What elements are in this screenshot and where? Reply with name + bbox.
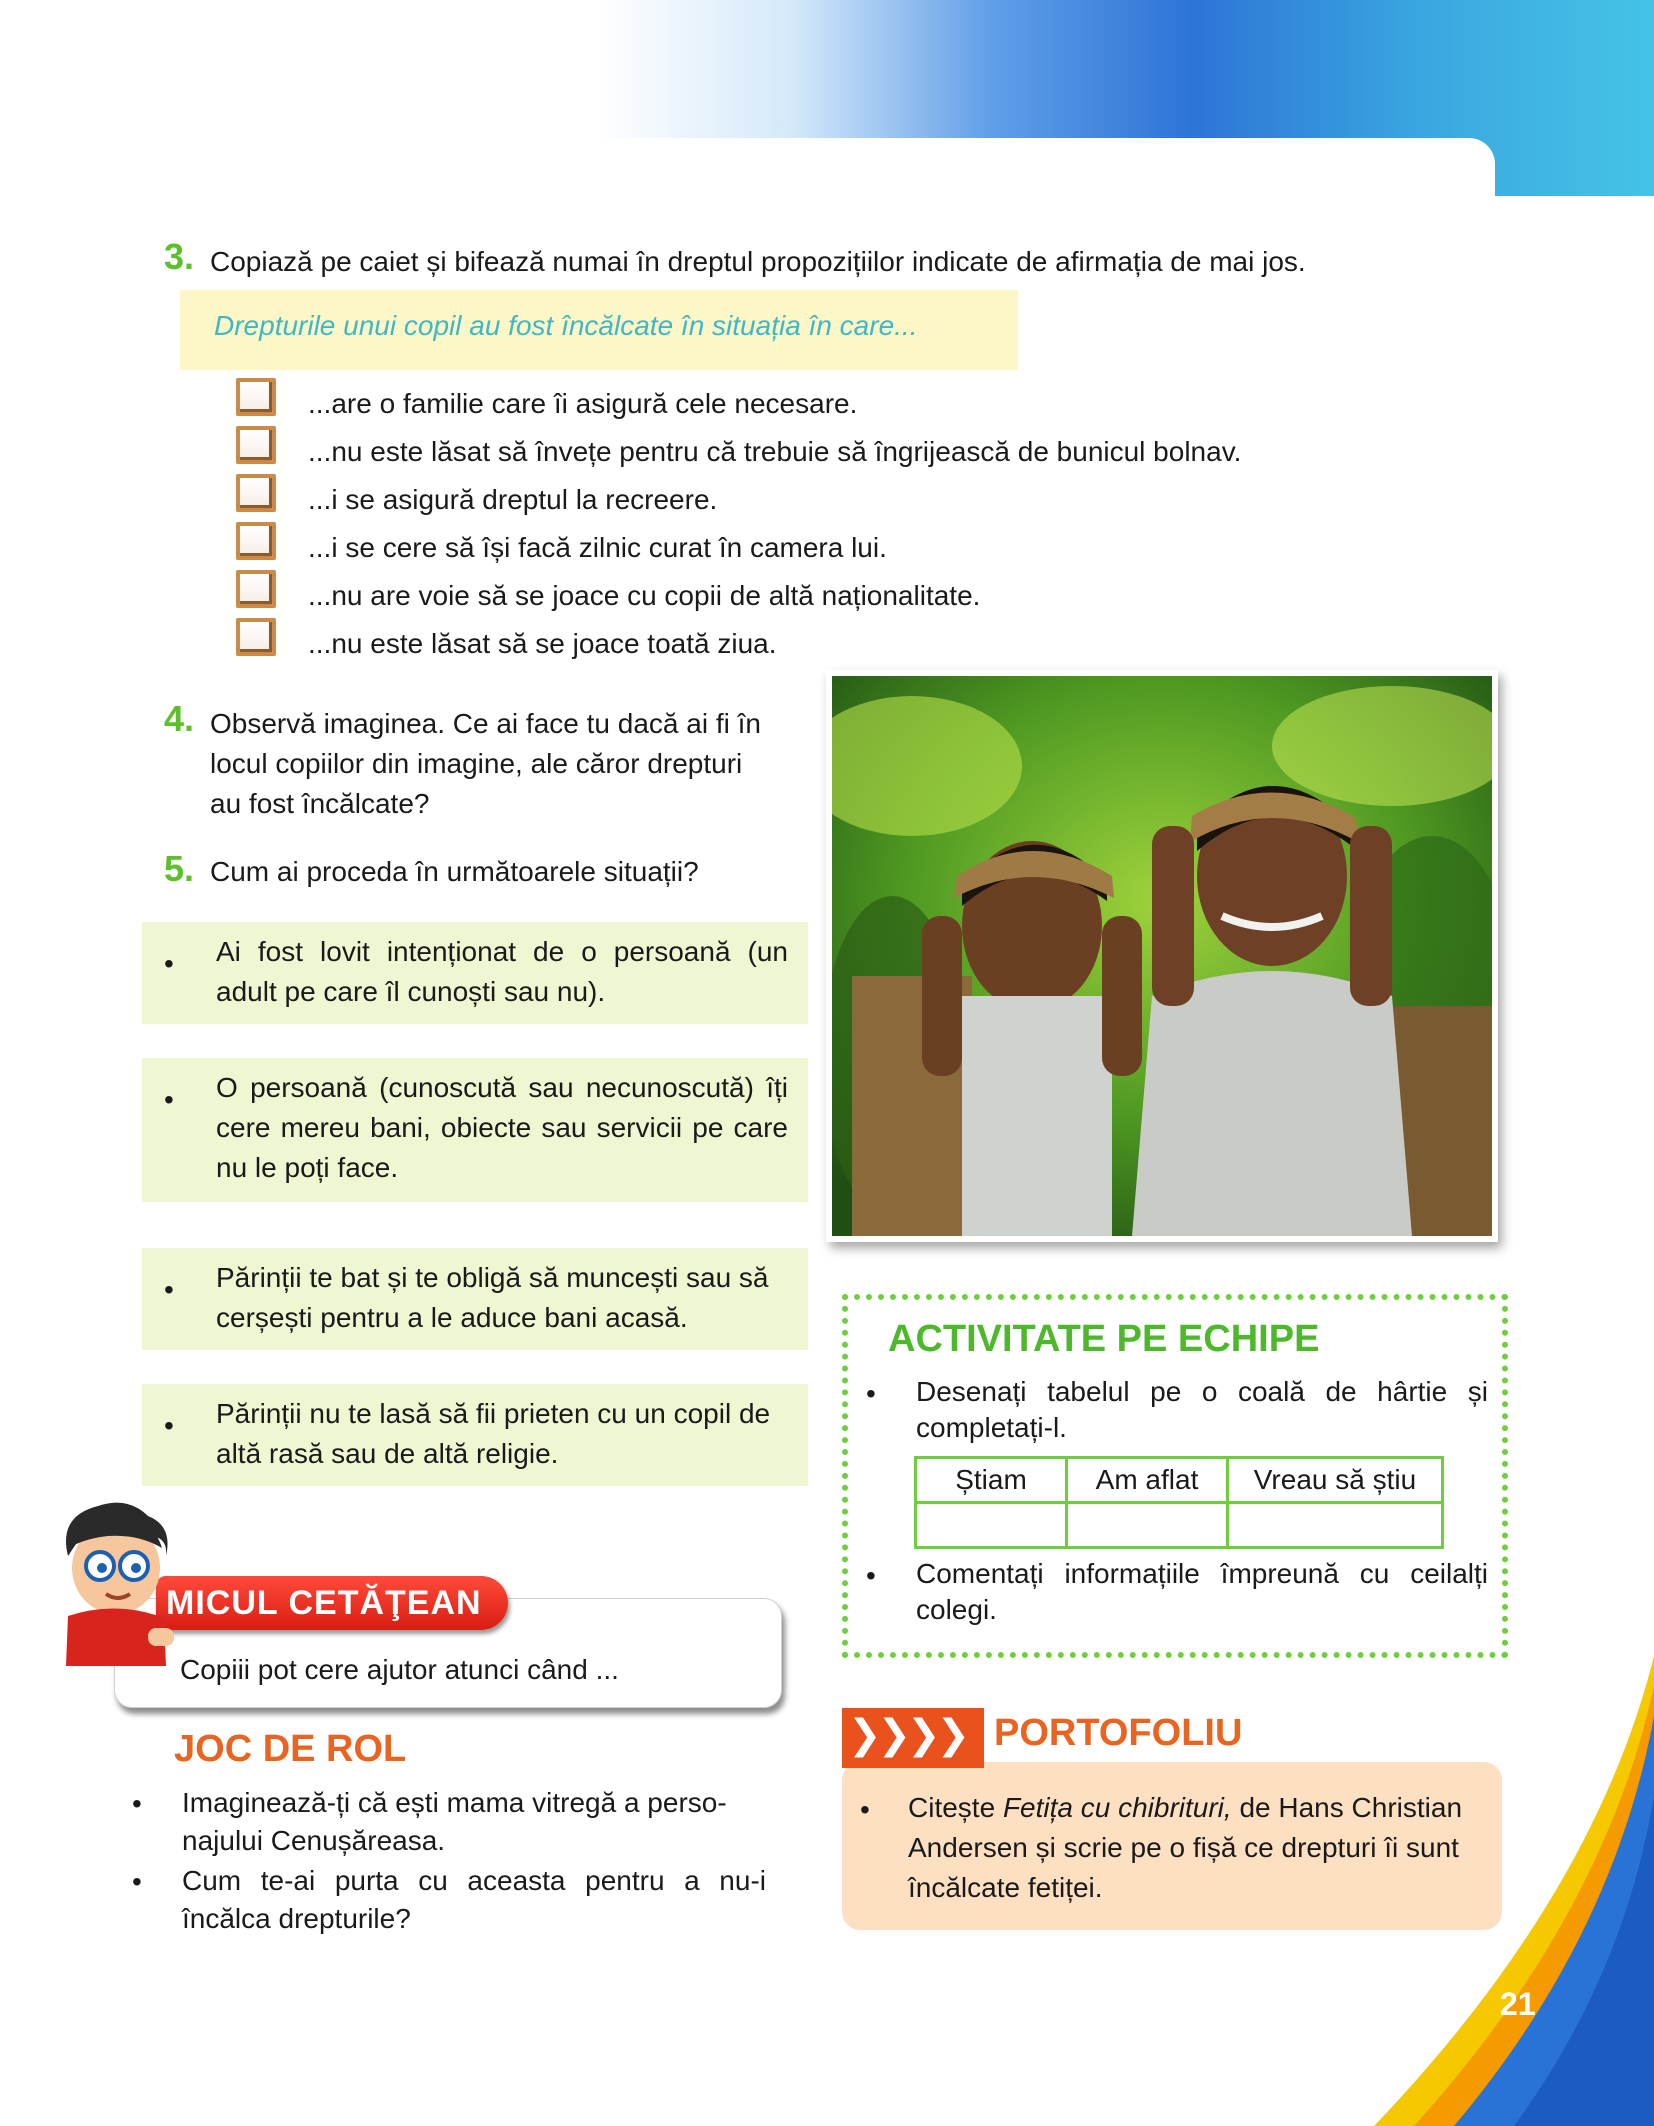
- kwl-header-row: [916, 1458, 1443, 1503]
- option-5-text: ...nu are voie să se joace cu copii de altă naționalitate.: [308, 580, 981, 611]
- situation-text-2: O persoană (cunoscută sau necunoscută) îți cere mereu bani, obiecte sau servicii pe care nu le poți face.: [216, 1072, 788, 1183]
- checkbox-5[interactable]: [236, 570, 276, 608]
- bullet: •: [164, 1274, 174, 1305]
- question-4-line-3: au fost încălcate?: [210, 788, 430, 819]
- bullet: •: [164, 948, 174, 979]
- kwl-header-stiam: Știam: [916, 1458, 1067, 1503]
- joc-item-2-line-2: încălca drepturile?: [182, 1903, 411, 1934]
- joc-item-1-line-2: najului Cenușăreasa.: [182, 1825, 446, 1856]
- portofoliu-line-3: încălcate fetiței.: [908, 1872, 1103, 1903]
- question-4-number: 4.: [164, 698, 195, 739]
- joc-item-2: [182, 1862, 766, 1938]
- portofoliu-text-pre: Citește: [908, 1792, 1003, 1823]
- option-3-text: ...i se asigură dreptul la recreere.: [308, 484, 718, 515]
- kwl-cell: [1067, 1503, 1228, 1548]
- option-1-text: ...are o familie care îi asigură cele necesare.: [308, 388, 858, 419]
- situation-text-3: Părinții te bat și te obligă să muncești sau să cerșești pentru a le aduce bani acasă.: [216, 1262, 769, 1333]
- checkbox-2[interactable]: [236, 426, 276, 464]
- bullet: •: [866, 1560, 876, 1591]
- question-3-number: 3.: [164, 236, 195, 277]
- option-4-text: ...i se cere să își facă zilnic curat în camera lui.: [308, 532, 887, 563]
- bullet: •: [132, 1788, 142, 1819]
- question-5-number: 5.: [164, 848, 195, 889]
- hint-text: Drepturile unui copil au fost încălcate în situația în care...: [214, 310, 918, 341]
- option-6-text: ...nu este lăsat să se joace toată ziua.: [308, 628, 777, 659]
- joc-item-1: [182, 1784, 766, 1860]
- bullet: •: [132, 1866, 142, 1897]
- kwl-table: [914, 1456, 1444, 1549]
- situation-box-4: [142, 1384, 808, 1486]
- checkbox-4[interactable]: [236, 522, 276, 560]
- team-item-2: Comentați informațiile împreună cu ceilalți colegi.: [916, 1558, 1488, 1625]
- situation-box-1: [142, 922, 808, 1024]
- kwl-cell: [1228, 1503, 1443, 1548]
- micul-cetatean-text: Copiii pot cere ajutor atunci când ...: [180, 1654, 619, 1685]
- situation-text-1: Ai fost lovit intenționat de o persoană (un adult pe care îl cunoști sau nu).: [216, 936, 788, 1007]
- team-activity-title: ACTIVITATE PE ECHIPE: [888, 1318, 1320, 1360]
- situation-box-3: [142, 1248, 808, 1350]
- team-item-1: Desenați tabelul pe o coală de hârtie și completați-l.: [916, 1376, 1488, 1443]
- double-chevron-icon: ❯❯❯❯: [848, 1713, 967, 1757]
- question-5-text: Cum ai proceda în următoarele situații?: [210, 856, 699, 887]
- header-banner-cutout: [0, 138, 1495, 208]
- kwl-empty-row: [916, 1503, 1443, 1548]
- book-title: Fetița cu chibrituri,: [1002, 1792, 1232, 1823]
- checkbox-6[interactable]: [236, 618, 276, 656]
- question-4-line-2: locul copiilor din imagine, ale căror drepturi: [210, 748, 743, 779]
- question-4-text: [210, 704, 761, 824]
- situation-box-2: [142, 1058, 808, 1202]
- joc-de-rol-title: JOC DE ROL: [174, 1728, 407, 1770]
- kwl-header-am-aflat: Am aflat: [1067, 1458, 1228, 1503]
- bullet: •: [164, 1410, 174, 1441]
- joc-item-2-line-1: Cum te-ai purta cu aceasta pentru a nu-i: [182, 1865, 766, 1896]
- bullet: •: [164, 1084, 174, 1115]
- joc-item-1-line-1: Imaginează-ți că ești mama vitregă a perso-: [182, 1787, 727, 1818]
- page-number: 21: [1500, 1986, 1536, 2022]
- portofoliu-line-2: Andersen și scrie pe o fișă ce drepturi îi sunt: [908, 1832, 1459, 1863]
- checkbox-1[interactable]: [236, 378, 276, 416]
- corner-decoration: [1374, 1656, 1654, 2126]
- bullet: •: [860, 1794, 870, 1825]
- micul-cetatean-title: MICUL CETĂŢEAN: [166, 1584, 482, 1622]
- photo-frame: [826, 670, 1498, 1242]
- question-4-line-1: Observă imaginea. Ce ai face tu dacă ai fi în: [210, 708, 761, 739]
- portofoliu-title: PORTOFOLIU: [994, 1712, 1243, 1754]
- portofoliu-text-post: de Hans Christian: [1231, 1792, 1463, 1823]
- question-3-text: Copiază pe caiet și bifează numai în dreptul propozițiilor indicate de afirmația de mai jos.: [210, 246, 1306, 277]
- checkbox-3[interactable]: [236, 474, 276, 512]
- bullet: •: [866, 1378, 876, 1409]
- children-photo: [832, 676, 1492, 1236]
- boy-mascot-icon: [48, 1496, 178, 1666]
- option-2-text: ...nu este lăsat să învețe pentru că trebuie să îngrijească de bunicul bolnav.: [308, 436, 1242, 467]
- kwl-cell: [916, 1503, 1067, 1548]
- situation-text-4: Părinții nu te lasă să fii prieten cu un copil de altă rasă sau de altă religie.: [216, 1398, 771, 1469]
- kwl-header-vreau-sa-stiu: Vreau să știu: [1228, 1458, 1443, 1503]
